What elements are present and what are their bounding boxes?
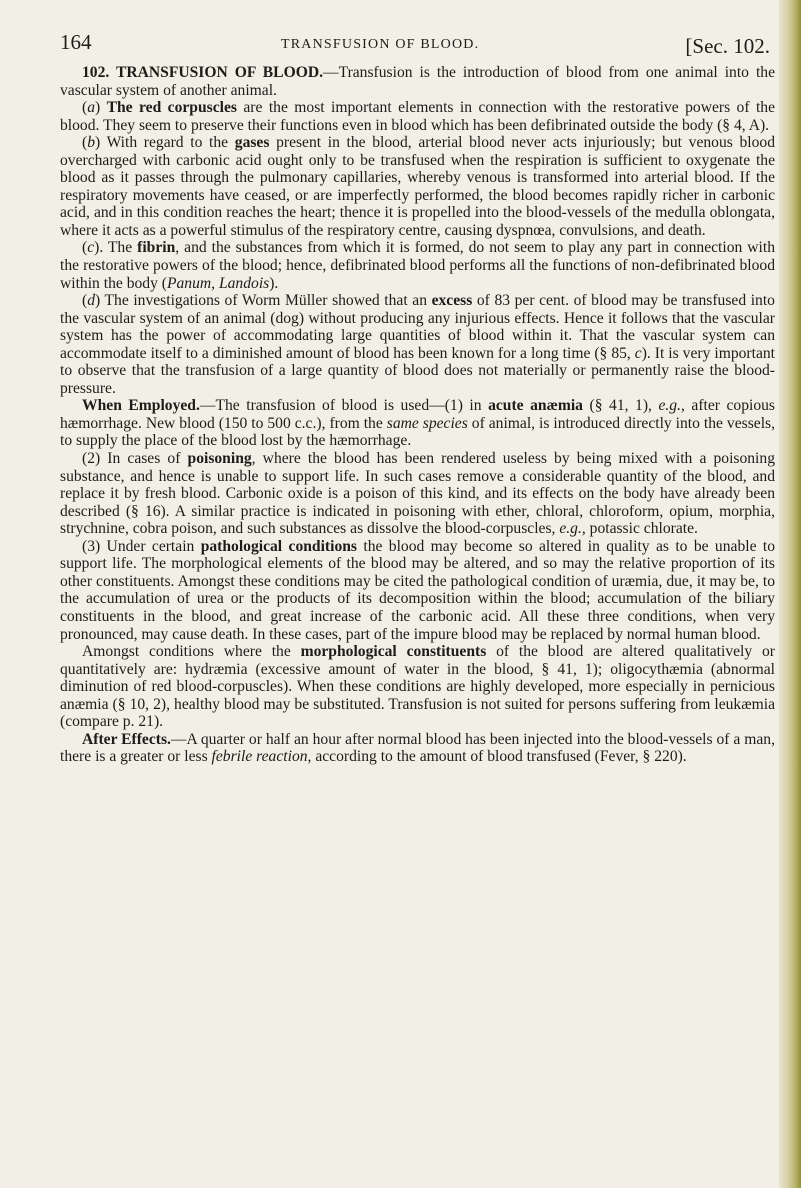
- bold-term: 102. TRANSFUSION OF BLOOD.: [82, 64, 323, 81]
- text-run: —A quarter or half an hour after normal blood has been injected into the blood-vessels of a man, there is a greater or less: [60, 730, 775, 766]
- paragraph: [60, 134, 775, 239]
- bold-term: The red corpuscles: [106, 99, 237, 117]
- book-spine-edge: [779, 0, 801, 1188]
- paragraph: [60, 538, 775, 643]
- italic-text: d: [87, 292, 95, 310]
- text-run: present in the blood, arterial blood never acts injuriously; but venous blood overcharged with carbonic acid ought only to be transfused when the respiration is sufficient to oxygenate the blood as it passes through the pulmonary capillaries, whereby venous is transformed into arterial blood. If the respiratory movements have ceased, or are imperfectly performed, the blood becomes rapidly richer in carbonic acid, and in this condition reaches the heart; thence it is propelled into the blood-vessels of the medulla oblongata, where it acts as a powerful stimulus of the respiratory centre, causing dyspnœa, convulsions, and death.: [60, 134, 776, 239]
- text-run: of 83 per cent. of blood may be transfused into the vascular system of an animal (dog) without producing any injurious effects. Hence it follows that the vascular system has the power of accommodating large quantities of blood within it. That the vascular system can accommodate itself to a diminished amount of blood has been known for a long time (§ 85,: [60, 292, 775, 362]
- page-number: 164: [60, 30, 92, 54]
- text-run: ).: [269, 274, 279, 292]
- bold-term: gases: [234, 134, 270, 152]
- italic-text: e.g.: [559, 520, 582, 538]
- body-text: [60, 64, 775, 766]
- italic-text: e.g.: [658, 397, 681, 415]
- paragraph: [60, 64, 775, 99]
- bold-term: fibrin: [137, 239, 176, 257]
- bold-term: morphological constituents: [300, 643, 487, 661]
- text-run: ): [95, 99, 107, 117]
- bold-term: acute anæmia: [488, 397, 583, 415]
- italic-text: Panum, Landois: [166, 274, 270, 292]
- italic-text: a: [87, 99, 95, 117]
- italic-text: b: [87, 134, 95, 152]
- paragraph: [60, 450, 775, 538]
- text-run: (: [82, 134, 88, 152]
- paragraph: [60, 731, 775, 766]
- text-run: , where the blood has been rendered useless by being mixed with a poisoning substance, and hence is unable to support life. In such cases remove a considerable quantity of the blood, and replace it by fresh blood. Carbonic oxide is a poison of this kind, and its effects on the body have already been described (§ 16). A similar practice is indicated in poisoning with ether, chloral, chloroform, opium, morphia, strychnine, cobra poison, and such substances as dissolve the blood-corpuscles,: [60, 450, 775, 538]
- page-header: [60, 30, 775, 64]
- text-run: (2) In cases of: [82, 450, 188, 468]
- bold-term: poisoning: [187, 450, 252, 468]
- text-run: of animal, is introduced directly into the vessels, to supply the place of the blood lost by the hæmorrhage.: [60, 414, 776, 450]
- text-run: (: [82, 99, 88, 117]
- book-page: [60, 30, 775, 766]
- paragraph: [60, 239, 775, 292]
- paragraph: [60, 397, 775, 450]
- text-run: —The transfusion of blood is used—(1) in: [199, 397, 489, 415]
- text-run: , potassic chlorate.: [581, 520, 698, 538]
- text-run: (§ 41, 1),: [582, 397, 659, 415]
- text-run: are the most important elements in connection with the restorative powers of the blood. They seem to preserve their functions even in blood which has been defibrinated outside the body (§ 4, A).: [60, 99, 775, 134]
- text-run: of the blood are altered qualitatively or quantitatively are: hydræmia (excessive amount of water in the blood, § 41, 1); oligocythæmia (abnormal diminution of red blood-corpuscles). When these conditions are highly developed, more especially in pernicious anæmia (§ 10, 2), healthy blood may be substituted. Transfusion is not suited for persons suffering from leukæmia (compare p. 21).: [60, 643, 775, 731]
- text-run: (: [82, 292, 88, 310]
- section-label: [Sec. 102.: [685, 34, 770, 58]
- text-run: , according to the amount of blood transfused (Fever, § 220).: [307, 748, 687, 766]
- text-run: , and the substances from which it is formed, do not seem to play any part in connection with the restorative powers of the blood; hence, defibrinated blood performs all the functions of non-defibrinated blood within the body (: [60, 239, 775, 292]
- text-run: (: [82, 239, 88, 257]
- text-run: ) The investigations of Worm Müller showed that an: [95, 292, 432, 310]
- paragraph: [60, 643, 775, 731]
- italic-text: same species: [386, 414, 468, 432]
- text-run: —Transfusion is the introduction of blood from one animal into the vascular system of another animal.: [60, 64, 775, 99]
- bold-term: excess: [431, 292, 473, 310]
- italic-text: c: [634, 344, 642, 362]
- bold-term: pathological conditions: [200, 537, 357, 555]
- text-run: (3) Under certain: [82, 537, 201, 555]
- paragraph: [60, 292, 775, 397]
- running-title: TRANSFUSION OF BLOOD.: [281, 37, 480, 52]
- text-run: ) With regard to the: [95, 134, 235, 152]
- text-run: ). It is very important to observe that the transfusion of a large quantity of blood does not materially or permanently raise the blood-pressure.: [60, 344, 776, 397]
- italic-text: febrile reaction: [211, 748, 308, 766]
- paragraph: [60, 99, 775, 134]
- text-run: ). The: [94, 239, 138, 257]
- text-run: the blood may become so altered in quality as to be unable to support life. The morphological elements of the blood may be altered, and so may the relative proportion of its other constituents. Amongst these conditions may be cited the pathological condition of uræmia, due, it may be, to the accumulation of urea or the products of its decomposition within the blood; accumulation of the biliary constituents in the blood, and great increase of the carbonic acid. All these three conditions, when very pronounced, may cause death. In these cases, part of the impure blood may be replaced by normal human blood.: [60, 537, 776, 643]
- bold-term: When Employed.: [82, 397, 200, 415]
- italic-text: c: [87, 239, 95, 257]
- text-run: , after copious hæmorrhage. New blood (150 to 500 c.c.), from the: [60, 397, 776, 432]
- text-run: Amongst conditions where the: [82, 643, 301, 661]
- bold-term: After Effects.: [82, 730, 171, 748]
